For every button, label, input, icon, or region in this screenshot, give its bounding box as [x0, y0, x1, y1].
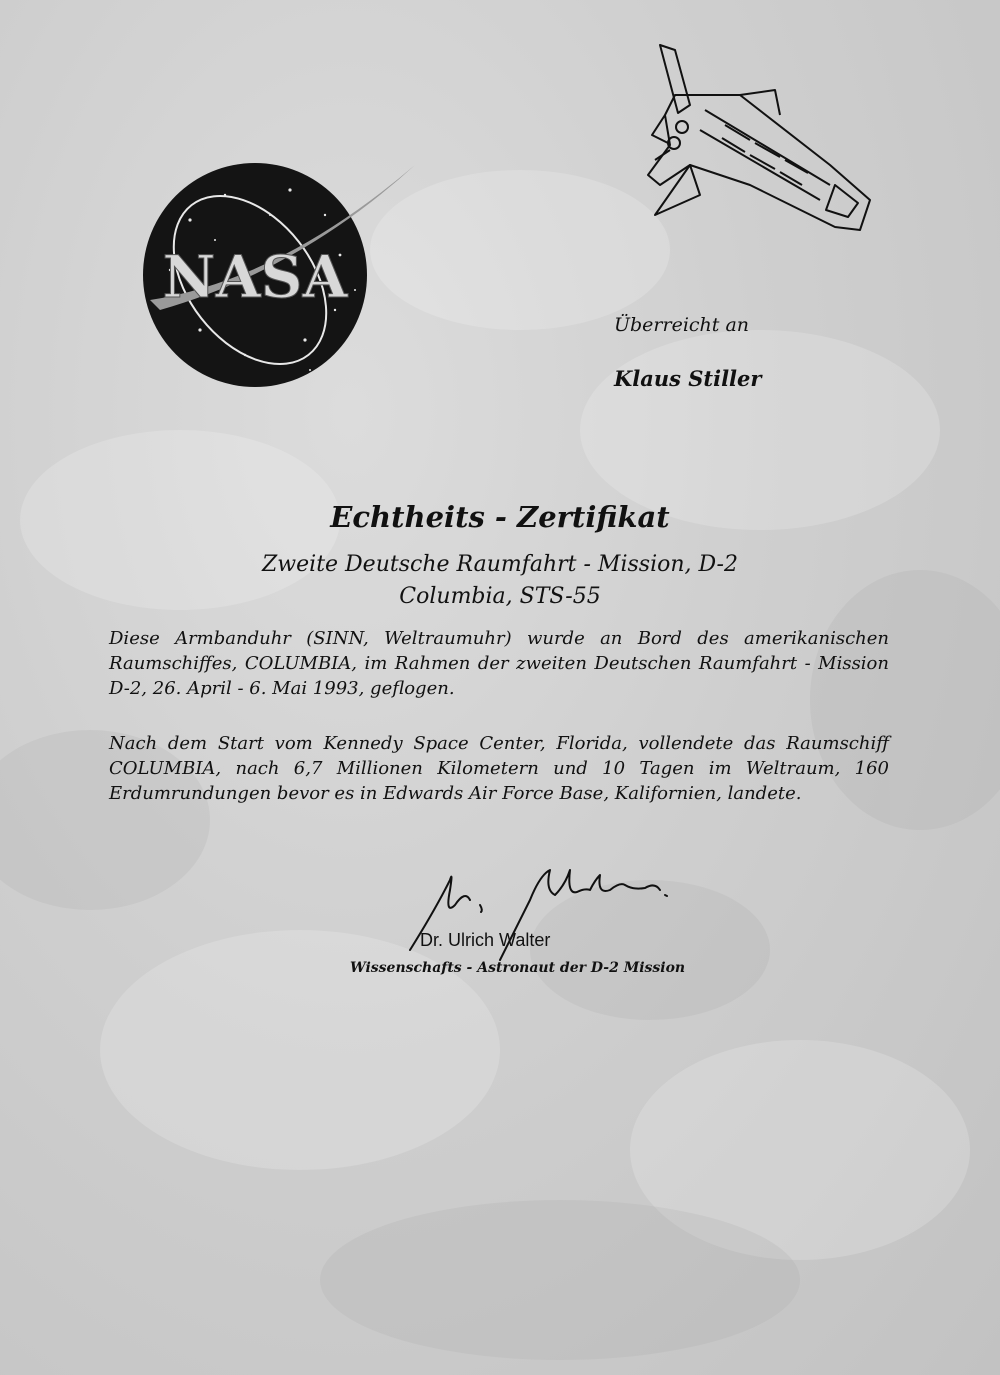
signer-role: Wissenschafts - Astronaut der D-2 Mission	[350, 960, 686, 976]
nasa-logo	[130, 160, 430, 390]
handwritten-signature	[405, 860, 705, 970]
certificate-title: Echtheits - Zertifikat	[330, 500, 670, 534]
certificate-paragraph-1: Diese Armbanduhr (SINN, Weltraumuhr) wurde an Bord des amerikanischen Raumschiffes, COLUMBIA, im Rahmen der zweiten Deutschen Raumfahrt - Mission D-2, 26. April - 6. Mai 1993, geflogen.	[109, 628, 889, 699]
signer-name: Dr. Ulrich Walter	[420, 930, 551, 950]
recipient-name: Klaus Stiller	[614, 366, 762, 391]
mission-subtitle: Zweite Deutsche Raumfahrt - Mission, D-2	[262, 552, 738, 577]
certificate-paragraph-2: Nach dem Start vom Kennedy Space Center, Florida, vollendete das Raumschiff COLUMBIA, nach 6,7 Millionen Kilometern und 10 Tagen im Weltraum, 160 Erdumrundungen bevor es in Edwards Air Force Base, Kalifornien, landete.	[109, 733, 889, 804]
space-shuttle-illustration	[630, 35, 890, 245]
presented-to-label: Überreicht an	[614, 314, 750, 336]
shuttle-subtitle: Columbia, STS-55	[399, 584, 601, 609]
nasa-logo-text: NASA	[162, 243, 348, 311]
